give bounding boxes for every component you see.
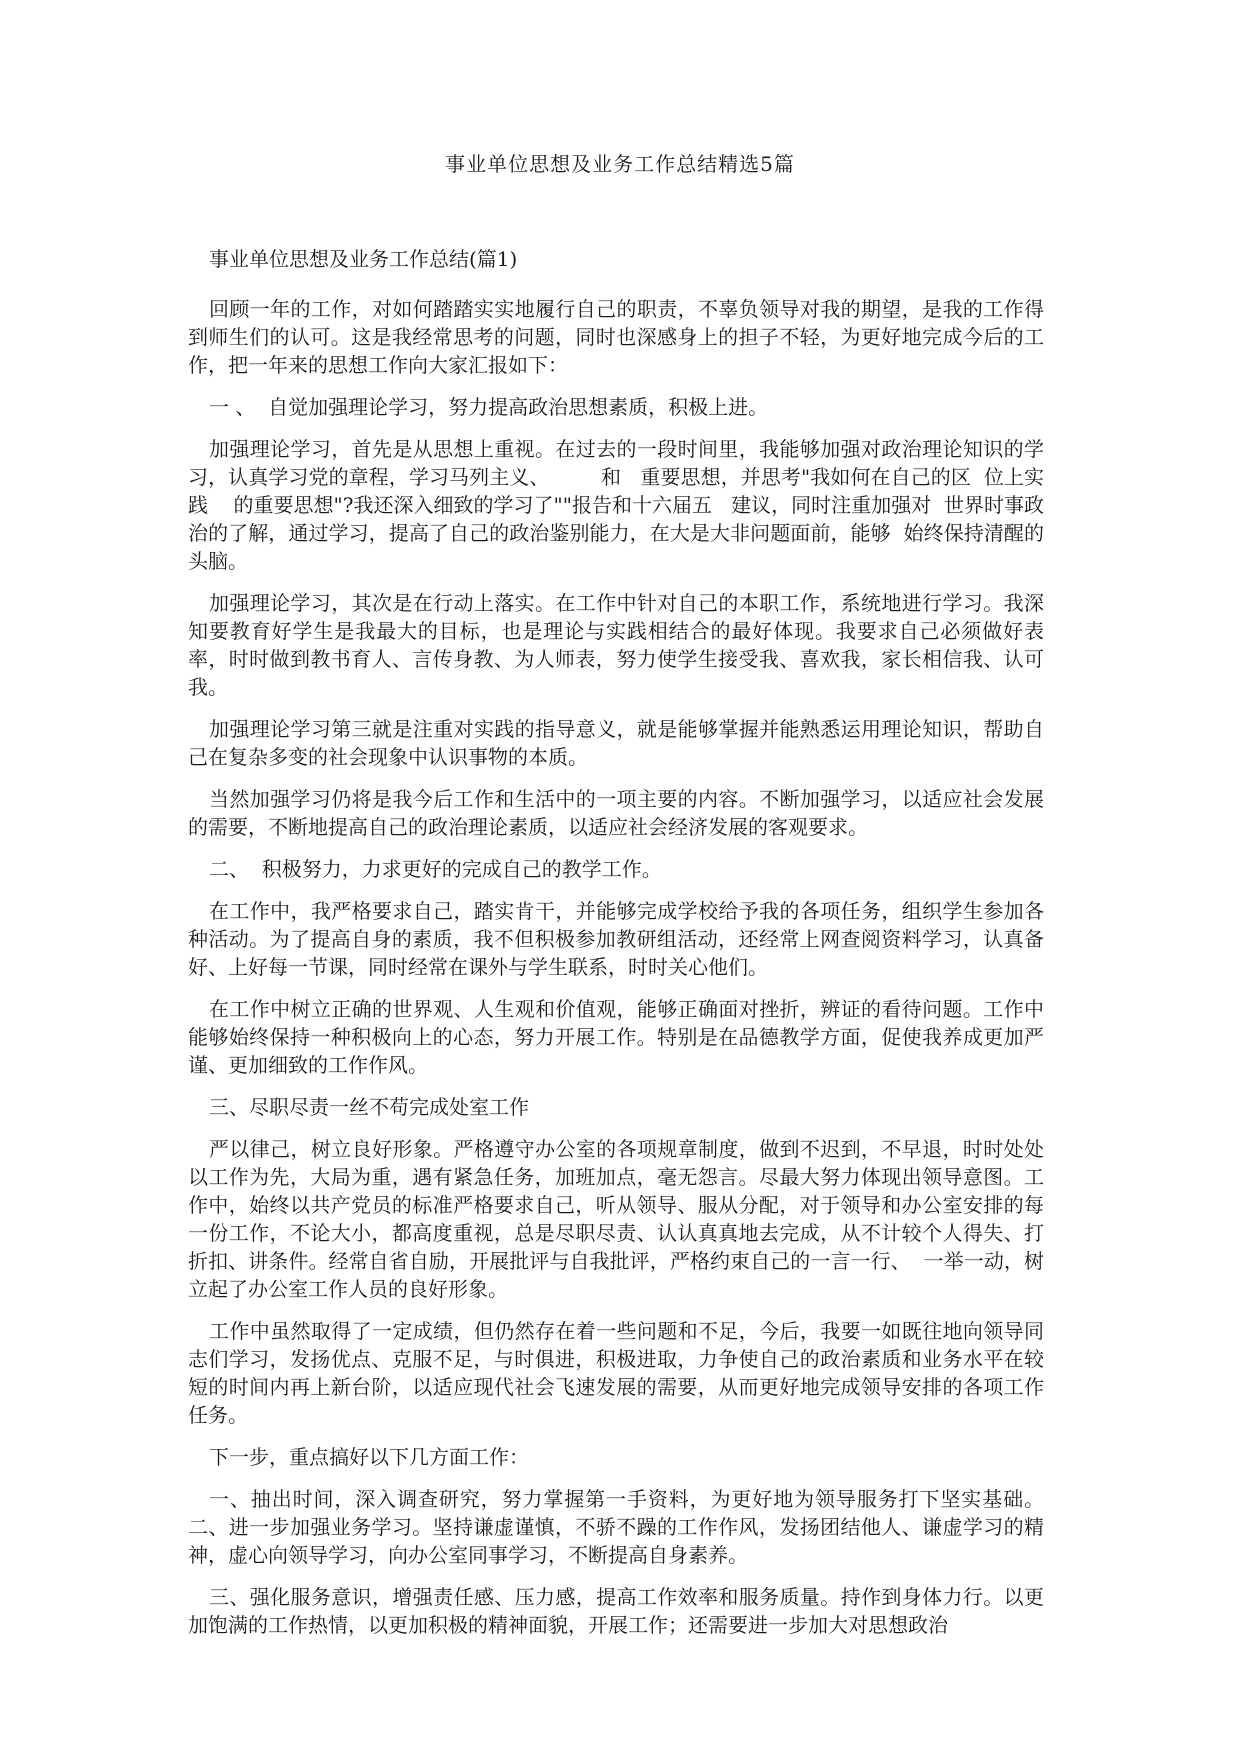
document-body	[188, 245, 1044, 1653]
paragraph-shortcomings: 工作中虽然取得了一定成绩，但仍然存在着一些问题和不足，今后，我要一如既往地向领导同志们学习，发扬优点、克服不足，与时俱进，积极进取，力争使自己的政治素质和业务水平在较短的时间内再上新台阶，以适应现代社会飞速发展的需要，从而更好地完成领导安排的各项工作任务。	[188, 1319, 1044, 1427]
paragraph-theory-third: 加强理论学习第三就是注重对实践的指导意义，就是能够掌握并能熟悉运用理论知识，帮助自己在复杂多变的社会现象中认识事物的本质。	[188, 717, 1044, 769]
paragraph-next-steps-intro: 下一步，重点搞好以下几方面工作：	[209, 1445, 529, 1469]
paragraph-theory-second: 加强理论学习，其次是在行动上落实。在工作中针对自己的本职工作，系统地进行学习。我深知要教育好学生是我最大的目标，也是理论与实践相结合的最好体现。我要求自己必须做好表率，时时做到教书育人、言传身教、为人师表，努力使学生接受我、喜欢我，家长相信我、认可我。	[188, 591, 1044, 699]
heading-item-1: 一 、 自觉加强理论学习，努力提高政治思想素质，积极上进。	[209, 395, 769, 419]
heading-item-3: 三、尽职尽责一丝不苟完成处室工作	[209, 1095, 529, 1119]
document-title: 事业单位思想及业务工作总结精选5篇	[445, 152, 795, 176]
paragraph-self-discipline: 严以律己，树立良好形象。严格遵守办公室的各项规章制度，做到不迟到，不早退，时时处处以工作为先，大局为重，遇有紧急任务，加班加点，毫无怨言。尽最大努力体现出领导意图。工作中，始终以共产党员的标准严格要求自己，听从领导、服从分配，对于领导和办公室安排的每一份工作，不论大小，都高度重视，总是尽职尽责、认认真真地去完成，从不计较个人得失、打折扣、讲条件。经常自省自励，开展批评与自我批评，严格约束自己的一言一行、 一举一动，树立起了办公室工作人员的良好形象。	[188, 1137, 1044, 1301]
paragraph-intro: 回顾一年的工作，对如何踏踏实实地履行自己的职责，不辜负领导对我的期望，是我的工作得到师生们的认可。这是我经常思考的问题，同时也深感身上的担子不轻，为更好地完成今后的工作，把一年来的思想工作向大家汇报如下：	[188, 297, 1044, 377]
paragraph-worldview: 在工作中树立正确的世界观、人生观和价值观，能够正确面对挫折，辨证的看待问题。工作中能够始终保持一种积极向上的心态，努力开展工作。特别是在品德教学方面，促使我养成更加严谨、更加细致的工作作风。	[188, 997, 1044, 1077]
paragraph-continue-learning: 当然加强学习仍将是我今后工作和生活中的一项主要的内容。不断加强学习，以适应社会发展的需要，不断地提高自己的政治理论素质，以适应社会经济发展的客观要求。	[188, 787, 1044, 839]
paragraph-teaching-work: 在工作中，我严格要求自己，踏实肯干，并能够完成学校给予我的各项任务，组织学生参加各种活动。为了提高自身的素质，我不但积极参加教研组活动，还经常上网查阅资料学习，认真备好、上好每一节课，同时经常在课外与学生联系，时时关心他们。	[188, 899, 1044, 979]
paragraph-next-steps-1-2: 一、抽出时间，深入调查研究，努力掌握第一手资料，为更好地为领导服务打下坚实基础。二、进一步加强业务学习。坚持谦虚谨慎，不骄不躁的工作作风，发扬团结他人、谦虚学习的精神，虚心向领导学习，向办公室同事学习，不断提高自身素养。	[188, 1487, 1044, 1567]
heading-item-2: 二、 积极努力，力求更好的完成自己的教学工作。	[209, 857, 662, 881]
paragraph-theory-first: 加强理论学习，首先是从思想上重视。在过去的一段时间里，我能够加强对政治理论知识的学习，认真学习党的章程，学习马列主义、 和 重要思想，并思考"我如何在自己的区 位上实践 的重要思想"?我还深入细致的学习了""报告和十六届五 建议，同时注重加强对 世界时事政治的了解，通过学习，提高了自己的政治鉴别能力，在大是大非问题面前，能够 始终保持清醒的头脑。	[188, 437, 1044, 573]
section-heading: 事业单位思想及业务工作总结(篇1)	[209, 247, 518, 271]
paragraph-next-steps-3: 三、强化服务意识，增强责任感、压力感，提高工作效率和服务质量。持作到身体力行。以更加饱满的工作热情，以更加积极的精神面貌，开展工作；还需要进一步加大对思想政治	[188, 1585, 1044, 1637]
